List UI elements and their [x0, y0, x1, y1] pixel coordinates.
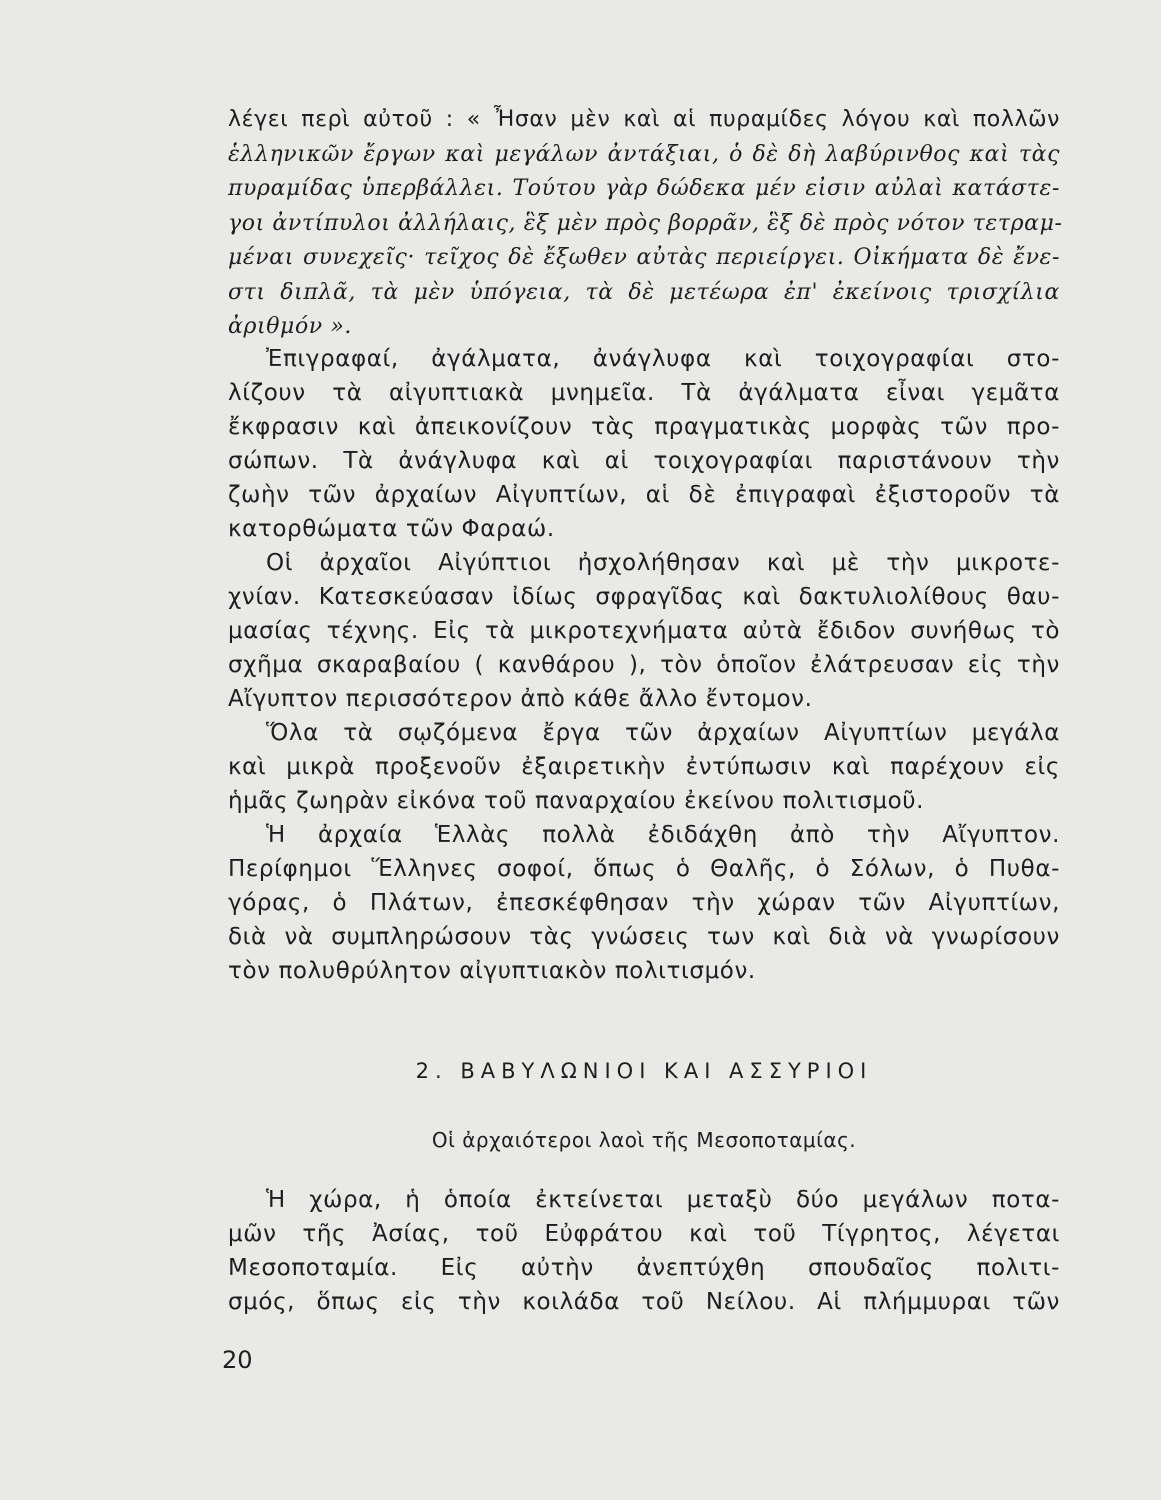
section-title: 2. ΒΑΒΥΛΩΝΙΟΙ ΚΑΙ ΑΣΣΥΡΙΟΙ: [415, 1059, 873, 1083]
paragraph-line: μασίας τέχνης. Εἰς τὰ μικροτεχνήματα αὐτὰ ἔδιδον συνήθως τὸ: [228, 618, 1060, 644]
herodotus-quote: [228, 103, 1063, 345]
paragraph-line: ἔκφρασιν καὶ ἀπεικονίζουν τὰς πραγματικὰς μορφὰς τῶν προ-: [228, 414, 1060, 440]
paragraph-mesopotamia: [228, 1183, 1060, 1319]
paragraph-line: λίζουν τὰ αἰγυπτιακὰ μνημεῖα. Τὰ ἀγάλματα εἶναι γεμᾶτα: [228, 380, 1060, 406]
paragraph-line: Ἡ χώρα, ἡ ὁποία ἐκτείνεται μεταξὺ δύο μεγάλων ποτα-: [266, 1187, 1060, 1213]
paragraph-line: ἡμᾶς ζωηρὰν εἰκόνα τοῦ παναρχαίου ἐκείνου πολιτισμοῦ.: [228, 788, 925, 814]
paragraph-inscriptions: [228, 342, 1060, 546]
paragraph-line: ζωὴν τῶν ἀρχαίων Αἰγυπτίων, αἱ δὲ ἐπιγραφαὶ ἐξιστοροῦν τὰ: [228, 482, 1060, 508]
page-number: 20: [222, 1346, 253, 1374]
paragraph-line: καὶ μικρὰ προξενοῦν ἐξαιρετικὴν ἐντύπωσιν καὶ παρέχουν εἰς: [228, 754, 1060, 780]
paragraph-line: σώπων. Τὰ ἀνάγλυφα καὶ αἱ τοιχογραφίαι παριστάνουν τὴν: [228, 448, 1060, 474]
paragraph-line: γόρας, ὁ Πλάτων, ἐπεσκέφθησαν τὴν χώραν τῶν Αἰγυπτίων,: [228, 890, 1060, 916]
quote-line: ἑλληνικῶν ἔργων καὶ μεγάλων ἀντάξιαι, ὁ δὲ δὴ λαβύρινθος καὶ τὰς: [228, 141, 1060, 167]
quote-line: ἀριθμόν ».: [228, 314, 353, 339]
paragraph-line: Ὅλα τὰ σῳζόμενα ἔργα τῶν ἀρχαίων Αἰγυπτίων μεγάλα: [266, 720, 1060, 746]
section-subtitle: Οἱ ἀρχαιότεροι λαοὶ τῆς Μεσοποταμίας.: [431, 1128, 857, 1152]
quote-line: πυραμίδας ὑπερβάλλει. Τούτου γὰρ δώδεκα μέν εἰσιν αὐλαὶ κατάστε-: [228, 176, 1060, 201]
paragraph-line: χνίαν. Κατεσκεύασαν ἰδίως σφραγῖδας καὶ δακτυλιολίθους θαυ-: [228, 584, 1060, 610]
paragraph-line: σχῆμα σκαραβαίου ( κανθάρου ), τὸν ὁποῖον ἐλάτρευσαν εἰς τὴν: [228, 652, 1060, 678]
quote-line: γοι ἀντίπυλοι ἀλλήλαις, ἓξ μὲν πρὸς βορρᾶν, ἓξ δὲ πρὸς νότον τετραμ-: [228, 210, 1063, 236]
paragraph-line: Αἴγυπτον περισσότερον ἀπὸ κάθε ἄλλο ἔντομον.: [228, 686, 813, 712]
paragraph-line: Περίφημοι Ἕλληνες σοφοί, ὅπως ὁ Θαλῆς, ὁ Σόλων, ὁ Πυθα-: [228, 856, 1060, 882]
paragraph-line: διὰ νὰ συμπληρώσουν τὰς γνώσεις των καὶ διὰ νὰ γνωρίσουν: [228, 924, 1060, 950]
paragraph-miniature-art: [228, 546, 1060, 716]
paragraph-line: σμός, ὅπως εἰς τὴν κοιλάδα τοῦ Νείλου. Αἱ πλήμμυραι τῶν: [228, 1289, 1060, 1315]
paragraph-line: Μεσοποταμία. Εἰς αὐτὴν ἀνεπτύχθη σπουδαῖος πολιτι-: [228, 1255, 1060, 1281]
paragraph-line: κατορθώματα τῶν Φαραώ.: [228, 516, 555, 542]
paragraph-line: Οἱ ἀρχαῖοι Αἰγύπτιοι ἠσχολήθησαν καὶ μὲ τὴν μικροτε-: [266, 550, 1060, 576]
paragraph-line: Ἐπιγραφαί, ἀγάλματα, ἀνάγλυφα καὶ τοιχογραφίαι στο-: [266, 346, 1060, 372]
quote-line: μέναι συνεχεῖς· τεῖχος δὲ ἔξωθεν αὐτὰς περιείργει. Οἰκήματα δὲ ἔνε-: [228, 245, 1060, 270]
paragraph-ancient-greece: [228, 818, 1060, 988]
quote-line: στι διπλᾶ, τὰ μὲν ὑπόγεια, τὰ δὲ μετέωρα ἐπ' ἐκείνοις τρισχίλια: [228, 279, 1060, 305]
paragraph-line: Ἡ ἀρχαία Ἑλλὰς πολλὰ ἐδιδάχθη ἀπὸ τὴν Αἴγυπτον.: [266, 822, 1060, 848]
quote-line: λέγει περὶ αὐτοῦ : « Ἦσαν μὲν καὶ αἱ πυραμίδες λόγου καὶ πολλῶν: [228, 107, 1060, 132]
paragraph-line: μῶν τῆς Ἀσίας, τοῦ Εὐφράτου καὶ τοῦ Τίγρητος, λέγεται: [228, 1221, 1060, 1247]
paragraph-preserved-works: [228, 716, 1060, 818]
paragraph-line: τὸν πολυθρύλητον αἰγυπτιακὸν πολιτισμόν.: [228, 958, 756, 984]
